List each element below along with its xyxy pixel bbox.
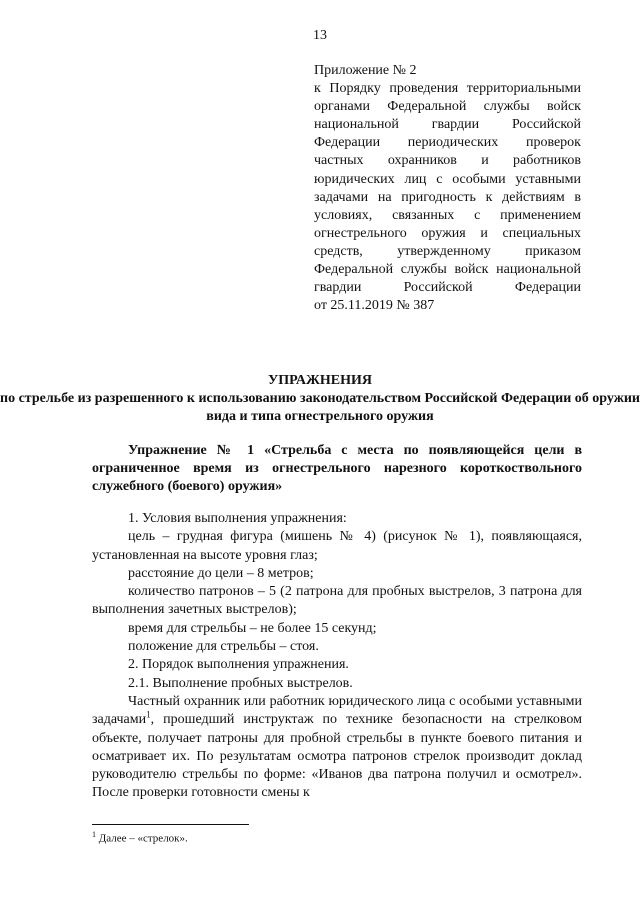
paragraph-target: цель – грудная фигура (мишень № 4) (рисунок № 1), появляющаяся, установленная на высоте уровня глаз; xyxy=(92,529,582,563)
paragraph-distance: расстояние до цели – 8 метров; xyxy=(128,565,314,581)
paragraph-shooter-start: Частный охранник или работник юридического лица с особыми уставными задачами xyxy=(92,693,582,728)
paragraph-conditions: 1. Условия выполнения упражнения: xyxy=(128,511,347,526)
paragraph-position: положение для стрельбы – стоя. xyxy=(128,639,319,655)
paragraph-shooter-rest: , прошедший инструктаж по технике безопасности на стрелковом объекте, получает патроны для пробной стрельбы в пункте боевого питания и осматривает их. По результатам осмотра патронов стрелок производит доклад руководителю стрельбы по форме: «Иванов два патрона получил и осмотрел». После проверки готовности смены к xyxy=(92,712,582,801)
appendix-body: к Порядку проведения территориальными органами Федеральной службы войск национальной гвардии Российской Федерации периодических проверок частных охранников и работников юридических лиц с особыми уставными задачами на пригодность к действиям в условиях, связанных с применением огнестрельного оружия и специальных средств, утвержденному приказом Федеральной службы войск национальной гвардии Российской Федерации xyxy=(314,81,581,296)
paragraph-trial-shots: 2.1. Выполнение пробных выстрелов. xyxy=(128,675,353,691)
footnote-reference: 1 xyxy=(146,709,151,720)
appendix-block xyxy=(314,62,581,315)
body-text xyxy=(92,510,582,803)
paragraph-shooter xyxy=(92,693,582,803)
paragraph-procedure: 2. Порядок выполнения упражнения. xyxy=(128,657,349,673)
footnote-text: Далее – «стрелок». xyxy=(98,832,188,845)
footnote-divider xyxy=(92,824,249,825)
document-subheading: по стрельбе из разрешенного к использованию законодательством Российской Федерации об оружии вида и типа огнестрельного оружия xyxy=(0,391,640,424)
footnote xyxy=(92,828,188,846)
document-heading: УПРАЖНЕНИЯ xyxy=(268,373,372,388)
exercise-title: Упражнение № 1 «Стрельба с места по появляющейся цели в ограниченное время из огнестрельного нарезного короткоствольного служебного (боевого) оружия» xyxy=(92,443,582,494)
appendix-title: Приложение № 2 xyxy=(314,63,417,78)
footnote-mark: 1 xyxy=(92,830,96,839)
paragraph-cartridges: количество патронов – 5 (2 патрона для пробных выстрелов, 3 патрона для выполнения зачетных выстрелов); xyxy=(92,584,582,618)
appendix-date: от 25.11.2019 № 387 xyxy=(314,298,435,314)
paragraph-time: время для стрельбы – не более 15 секунд; xyxy=(128,620,377,636)
page-number: 13 xyxy=(313,28,327,43)
